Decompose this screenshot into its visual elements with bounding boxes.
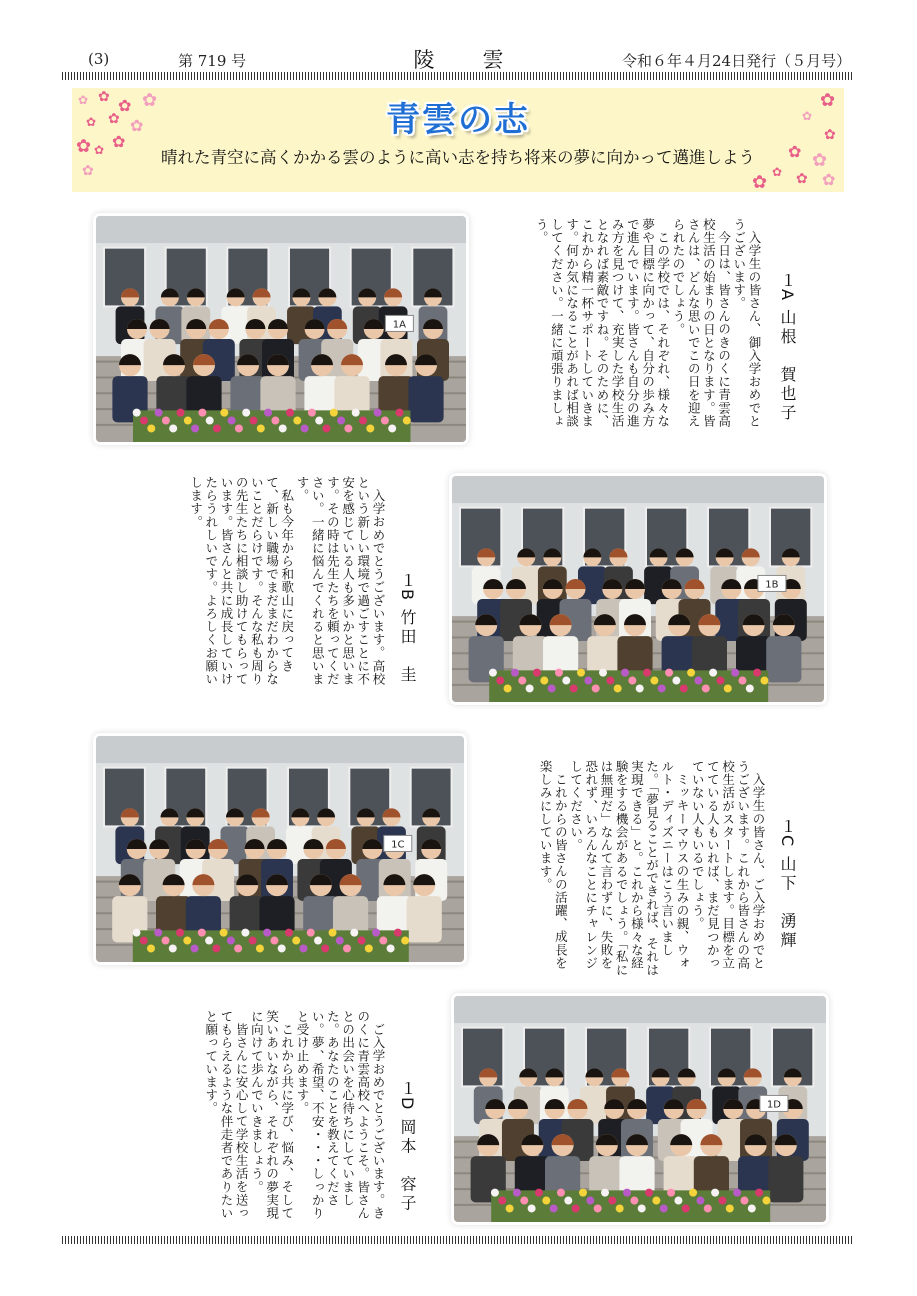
- class-sign-text: 1C: [391, 839, 405, 851]
- teacher-name: 山下 湧輝: [778, 855, 797, 951]
- cherry-blossom-icon: ✿: [824, 127, 836, 143]
- paragraph: これからの皆さんの活躍、成長を楽しみにしています。: [538, 760, 569, 969]
- cherry-blossom-icon: ✿: [86, 115, 97, 129]
- class-label: １A: [778, 272, 797, 301]
- class-sign-text: 1D: [766, 1099, 781, 1111]
- paragraph: 入学生の皆さん、ご入学おめでとうございます。これから皆さんの高校生活がスタートします。目標を立てている人もいれば、まだ見つかっていない人もいるでしょう。: [690, 760, 766, 970]
- cherry-blossom-icon: ✿: [118, 96, 132, 115]
- photo-illustration: [452, 476, 824, 702]
- cherry-blossom-icon: ✿: [788, 142, 802, 161]
- teacher-heading-1a: [776, 272, 799, 442]
- cherry-blossom-icon: ✿: [130, 116, 144, 135]
- class-photo-1a: [96, 216, 466, 442]
- paragraph: これから共に学び、悩み、そして笑いあいながら、それぞれの夢実現に向けて歩んでいきましょう。: [249, 1010, 295, 1220]
- cherry-blossom-icon: ✿: [76, 136, 92, 157]
- class-photo-1d: [454, 996, 826, 1222]
- feature-subtitle: 晴れた青空に高くかかる雲のように高い志を持ち将来の夢に向かって邁進しよう: [161, 148, 755, 167]
- message-1a: [500, 218, 762, 438]
- cherry-blossom-icon: ✿: [772, 165, 783, 179]
- feature-title: 青雲の志: [386, 100, 530, 140]
- cherry-blossom-icon: ✿: [112, 132, 126, 151]
- teacher-heading-1c: [776, 818, 799, 968]
- paragraph: この学校では、それぞれ、様々な夢や目標に向かって、自分の歩み方で進んでいます。皆さんも自分の進み方を見つけて、充実した学校生活となれば素敵ですね。そのために、これから精一杯サポートしていきます。何か気になることがあれば相談してください。一緒に頑張りましょう。: [534, 218, 671, 428]
- cherry-blossom-icon: ✿: [812, 150, 828, 171]
- class-label: １B: [398, 572, 417, 601]
- paragraph: ミッキーマウスの生みの親、ウォルト・ディズニーはこう言いました。「夢見ることができれば、それは実現できる」と。これから様々な経験をする機会があるでしょう。「私には無理だ」なんて言わずに、失敗を恐れず、いろんなことにチャレンジしてください。: [568, 760, 690, 977]
- paragraph: ご入学おめでとうございます。きのくに青雲高校へようこそ。皆さんとの出会いを心待ちにしていました。あなたのことを教えてください。夢、希望、不安・・・しっかりと受け止めます。: [294, 1010, 386, 1220]
- class-photo-1c: [96, 736, 464, 962]
- photo-illustration: [96, 736, 464, 962]
- cherry-blossom-icon: ✿: [94, 143, 105, 157]
- teacher-heading-1b: [396, 572, 419, 712]
- cherry-blossom-icon: ✿: [108, 111, 120, 127]
- header-divider: [62, 72, 854, 80]
- class-sign-text: 1B: [765, 579, 779, 591]
- cherry-blossom-icon: ✿: [802, 109, 813, 123]
- paragraph: 入学生の皆さん、御入学おめでとうございます。: [731, 218, 762, 427]
- cherry-blossom-icon: ✿: [796, 171, 808, 187]
- class-sign-text: 1A: [392, 319, 407, 331]
- cherry-blossom-icon: ✿: [142, 90, 158, 111]
- class-label: １D: [398, 1080, 417, 1111]
- message-1b: [160, 476, 386, 696]
- paragraph: 入学おめでとうございます。高校という新しい環境で過ごすことに不安を感じている人も多いかと思います。その時は先生たちを頼ってください。一緒に悩んでくれると思います。: [294, 476, 386, 686]
- class-label: １C: [778, 818, 797, 848]
- newsletter-title: 陵雲: [413, 48, 552, 72]
- cherry-blossom-icon: ✿: [822, 170, 836, 189]
- cherry-blossom-icon: ✿: [98, 89, 110, 105]
- teacher-heading-1d: [396, 1080, 419, 1220]
- issue-date: 令和６年４月24日発行（５月号）: [622, 52, 852, 70]
- footer-divider: [62, 1236, 854, 1244]
- issue-number: 第 719 号: [178, 52, 247, 70]
- photo-illustration: [96, 216, 466, 442]
- page-number: (3): [88, 50, 110, 68]
- class-photo-1b: [452, 476, 824, 702]
- message-1c: [484, 760, 766, 980]
- paragraph: 私も今年から和歌山に戻ってきて、新しい職場でまだまだわからないことだらけです。そんな私も周りの先生たちに相談し助けてもらっています。皆さんと共に成長していけたらうれしいです。よろしくお願いします。: [188, 476, 295, 686]
- paragraph: 今日は、皆さんのきのくに青雲高校生活の始まりの日となります。皆さんは、どんな思いでこの日を迎えられたのでしょう。: [670, 218, 732, 428]
- photo-illustration: [454, 996, 826, 1222]
- teacher-name: 山根 賀也子: [778, 309, 797, 424]
- paragraph: 皆さんに安心して学校生活を送ってもらえるような伴走者でありたいと願っています。: [203, 1010, 250, 1220]
- teacher-name: 岡本 容子: [398, 1118, 417, 1214]
- message-1d: [160, 1010, 386, 1230]
- cherry-blossom-icon: ✿: [78, 93, 89, 107]
- cherry-blossom-icon: ✿: [82, 163, 94, 179]
- cherry-blossom-icon: ✿: [820, 90, 836, 111]
- teacher-name: 竹田 圭: [398, 609, 417, 686]
- cherry-blossom-icon: ✿: [752, 172, 768, 192]
- feature-banner: [72, 88, 844, 192]
